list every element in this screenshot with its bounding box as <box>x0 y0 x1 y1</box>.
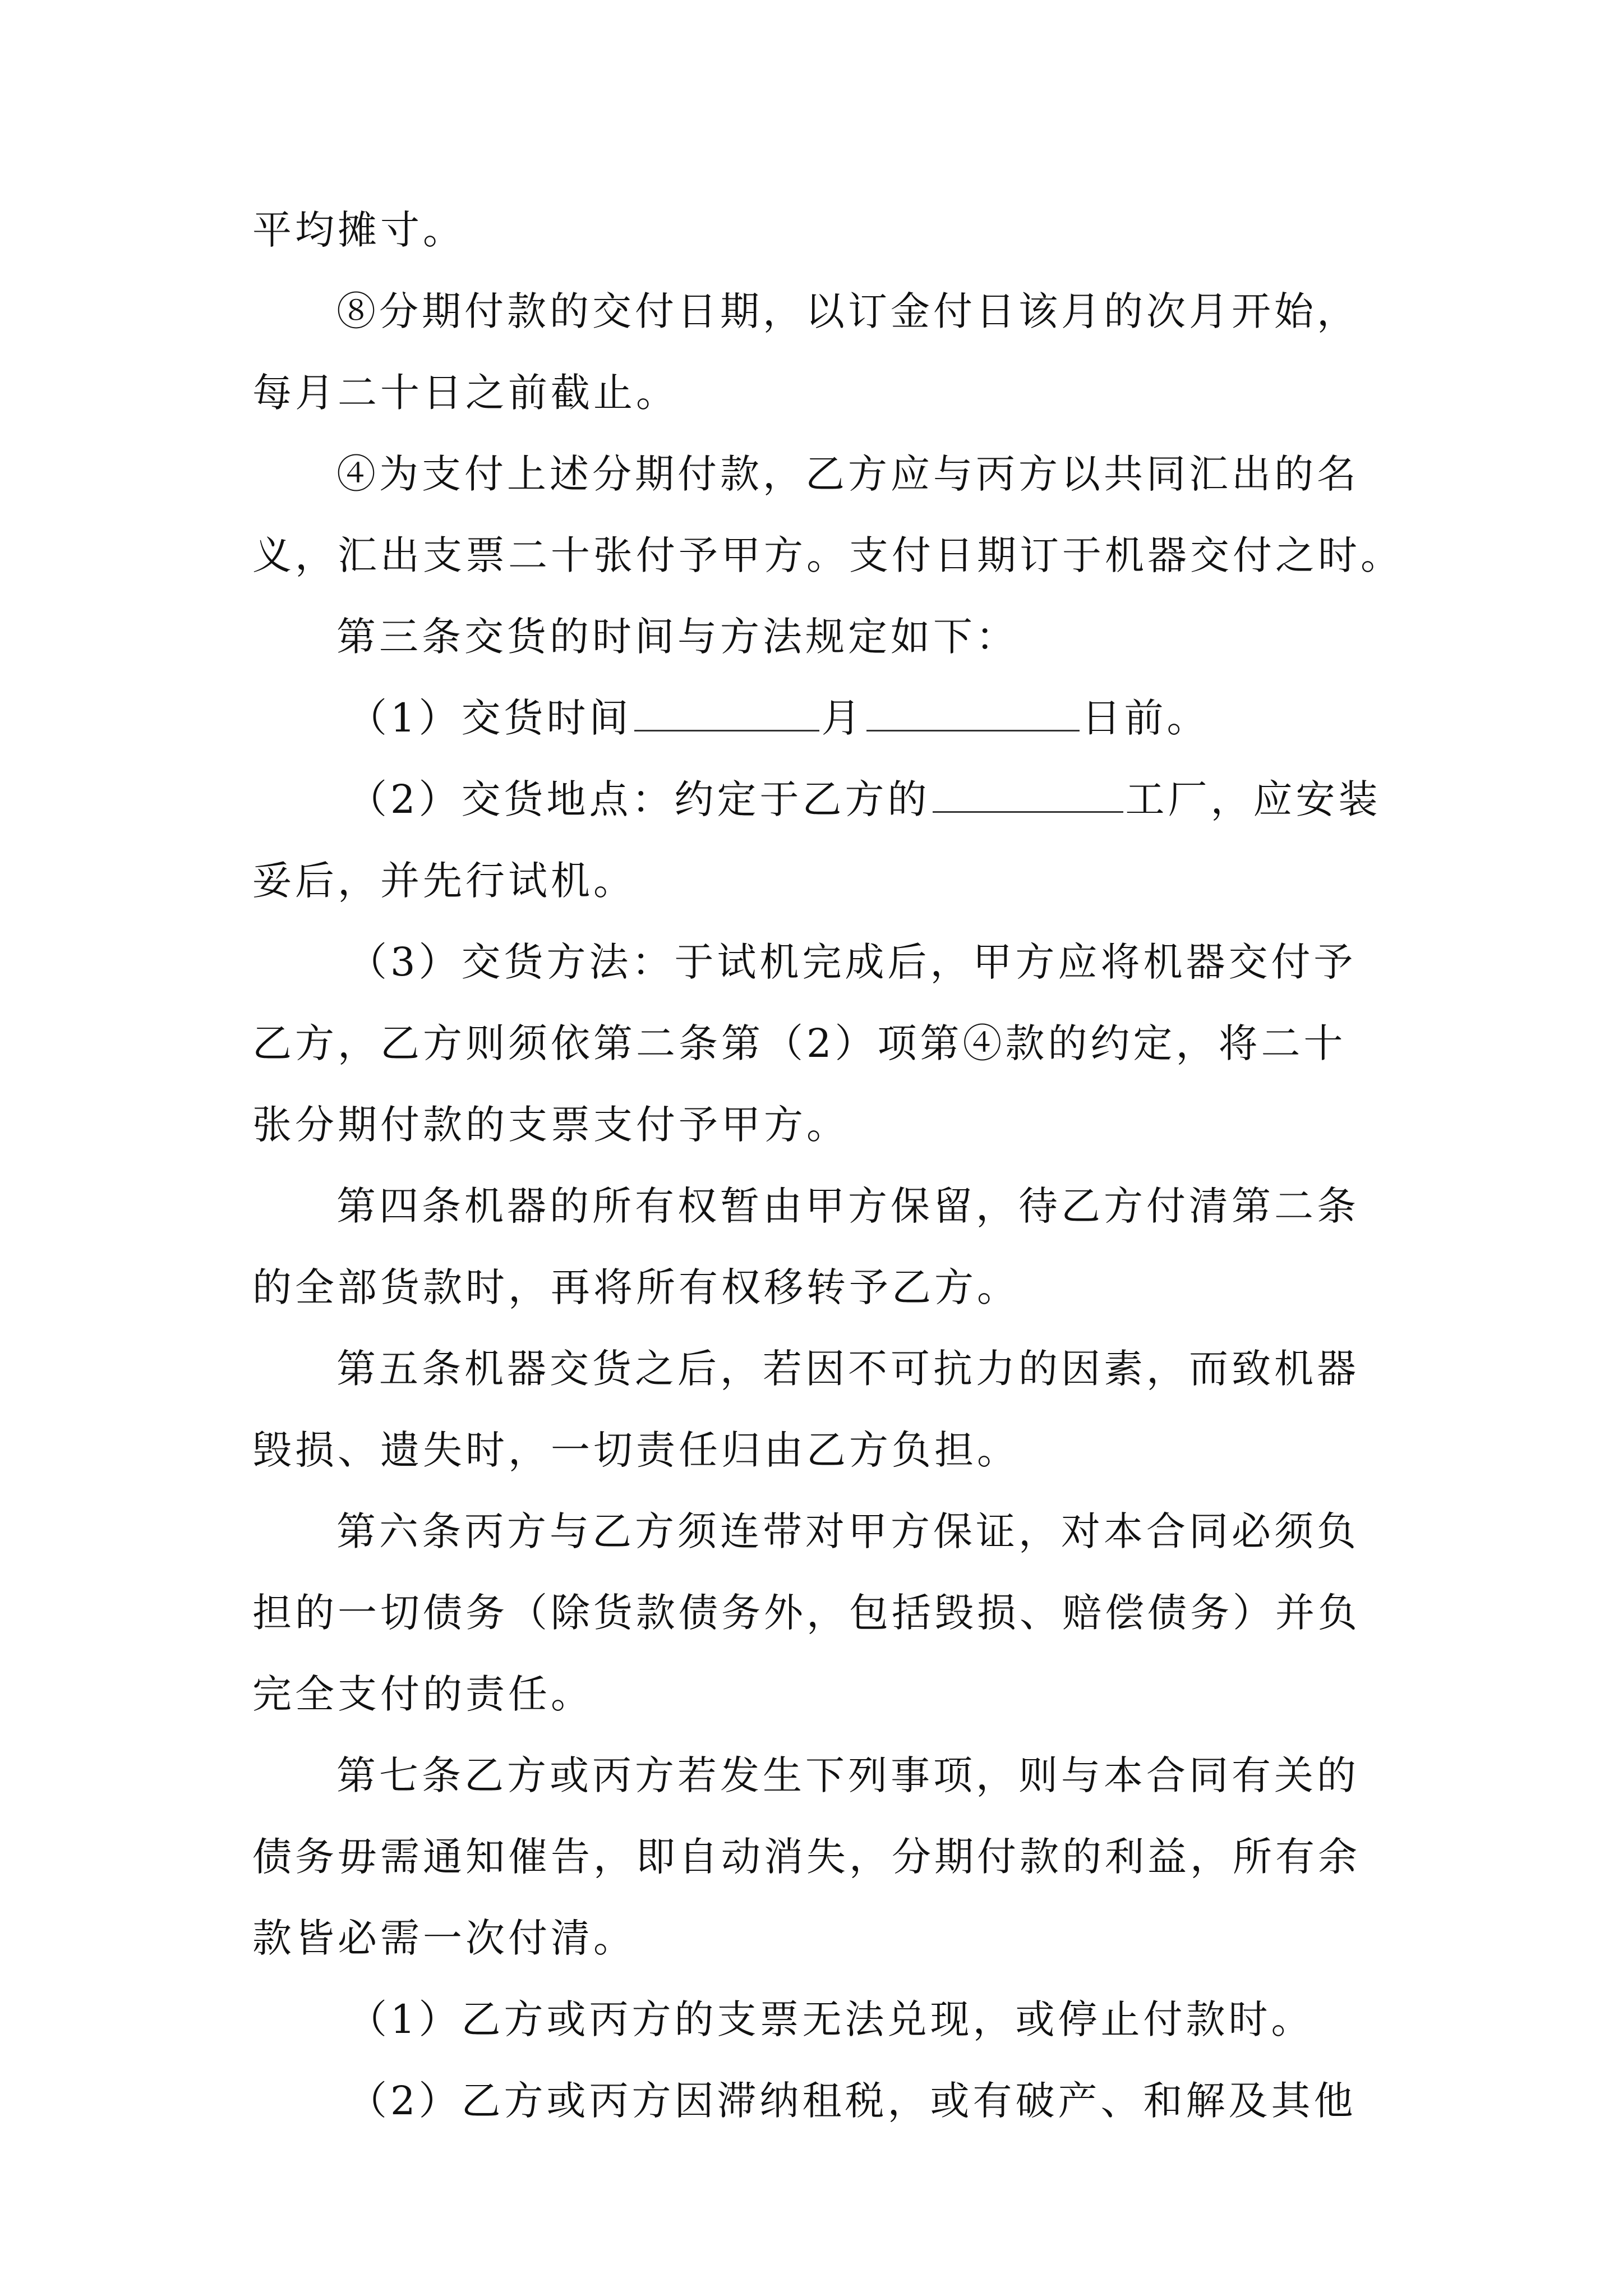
text-line: 第四条机器的所有权暂由甲方保留，待乙方付清第二条 <box>336 1183 1359 1229</box>
text-line: （3）交货方法：于试机完成后，甲方应将机器交付予 <box>348 939 1357 985</box>
blank-month <box>634 695 819 731</box>
text-fragment: 工厂，应安装 <box>1125 776 1381 822</box>
text-fragment: （1）交货时间 <box>348 695 632 741</box>
blank-factory <box>933 776 1123 813</box>
text-line: 担的一切债务（除货款债务外，包括毁损、赔偿债务）并负 <box>252 1590 1361 1636</box>
text-line: 款皆必需一次付清。 <box>252 1915 636 1961</box>
text-line: 乙方，乙方则须依第二条第（2）项第④款的约定，将二十 <box>252 1020 1347 1066</box>
text-line: 第五条机器交货之后，若因不可抗力的因素，而致机器 <box>336 1346 1359 1392</box>
text-line: 义，汇出支票二十张付予甲方。支付日期订于机器交付之时。 <box>252 532 1403 578</box>
text-line: ⑧分期付款的交付日期，以订金付日该月的次月开始， <box>336 288 1359 334</box>
text-line: 平均摊寸。 <box>252 207 465 253</box>
text-line: 每月二十日之前截止。 <box>252 370 679 416</box>
text-fragment: 月 <box>821 695 864 741</box>
text-fragment: 日前。 <box>1081 695 1210 741</box>
text-line: 完全支付的责任。 <box>252 1671 593 1717</box>
text-line: 妥后，并先行试机。 <box>252 858 636 904</box>
text-fragment: （2）交货地点：约定于乙方的 <box>348 776 930 822</box>
delivery-place-line <box>348 774 1381 825</box>
text-line: 张分期付款的支票支付予甲方。 <box>252 1102 849 1148</box>
blank-day <box>866 695 1080 731</box>
text-line: 第六条丙方与乙方须连带对甲方保证，对本合同必须负 <box>336 1508 1359 1554</box>
text-line: 第七条乙方或丙方若发生下列事项，则与本合同有关的 <box>336 1752 1359 1798</box>
text-line: （2）乙方或丙方因滞纳租税，或有破产、和解及其他 <box>348 2078 1357 2124</box>
text-line: 毁损、遗失时，一切责任归由乙方负担。 <box>252 1427 1020 1473</box>
text-line: 债务毋需通知催告，即自动消失，分期付款的利益，所有余 <box>252 1834 1361 1880</box>
text-line: 第三条交货的时间与方法规定如下： <box>336 614 1018 660</box>
text-line: （1）乙方或丙方的支票无法兑现，或停止付款时。 <box>348 1996 1314 2042</box>
text-line: ④为支付上述分期付款，乙方应与丙方以共同汇出的名 <box>336 451 1359 497</box>
delivery-time-line <box>348 693 1210 743</box>
text-line: 的全部货款时，再将所有权移转予乙方。 <box>252 1264 1020 1310</box>
